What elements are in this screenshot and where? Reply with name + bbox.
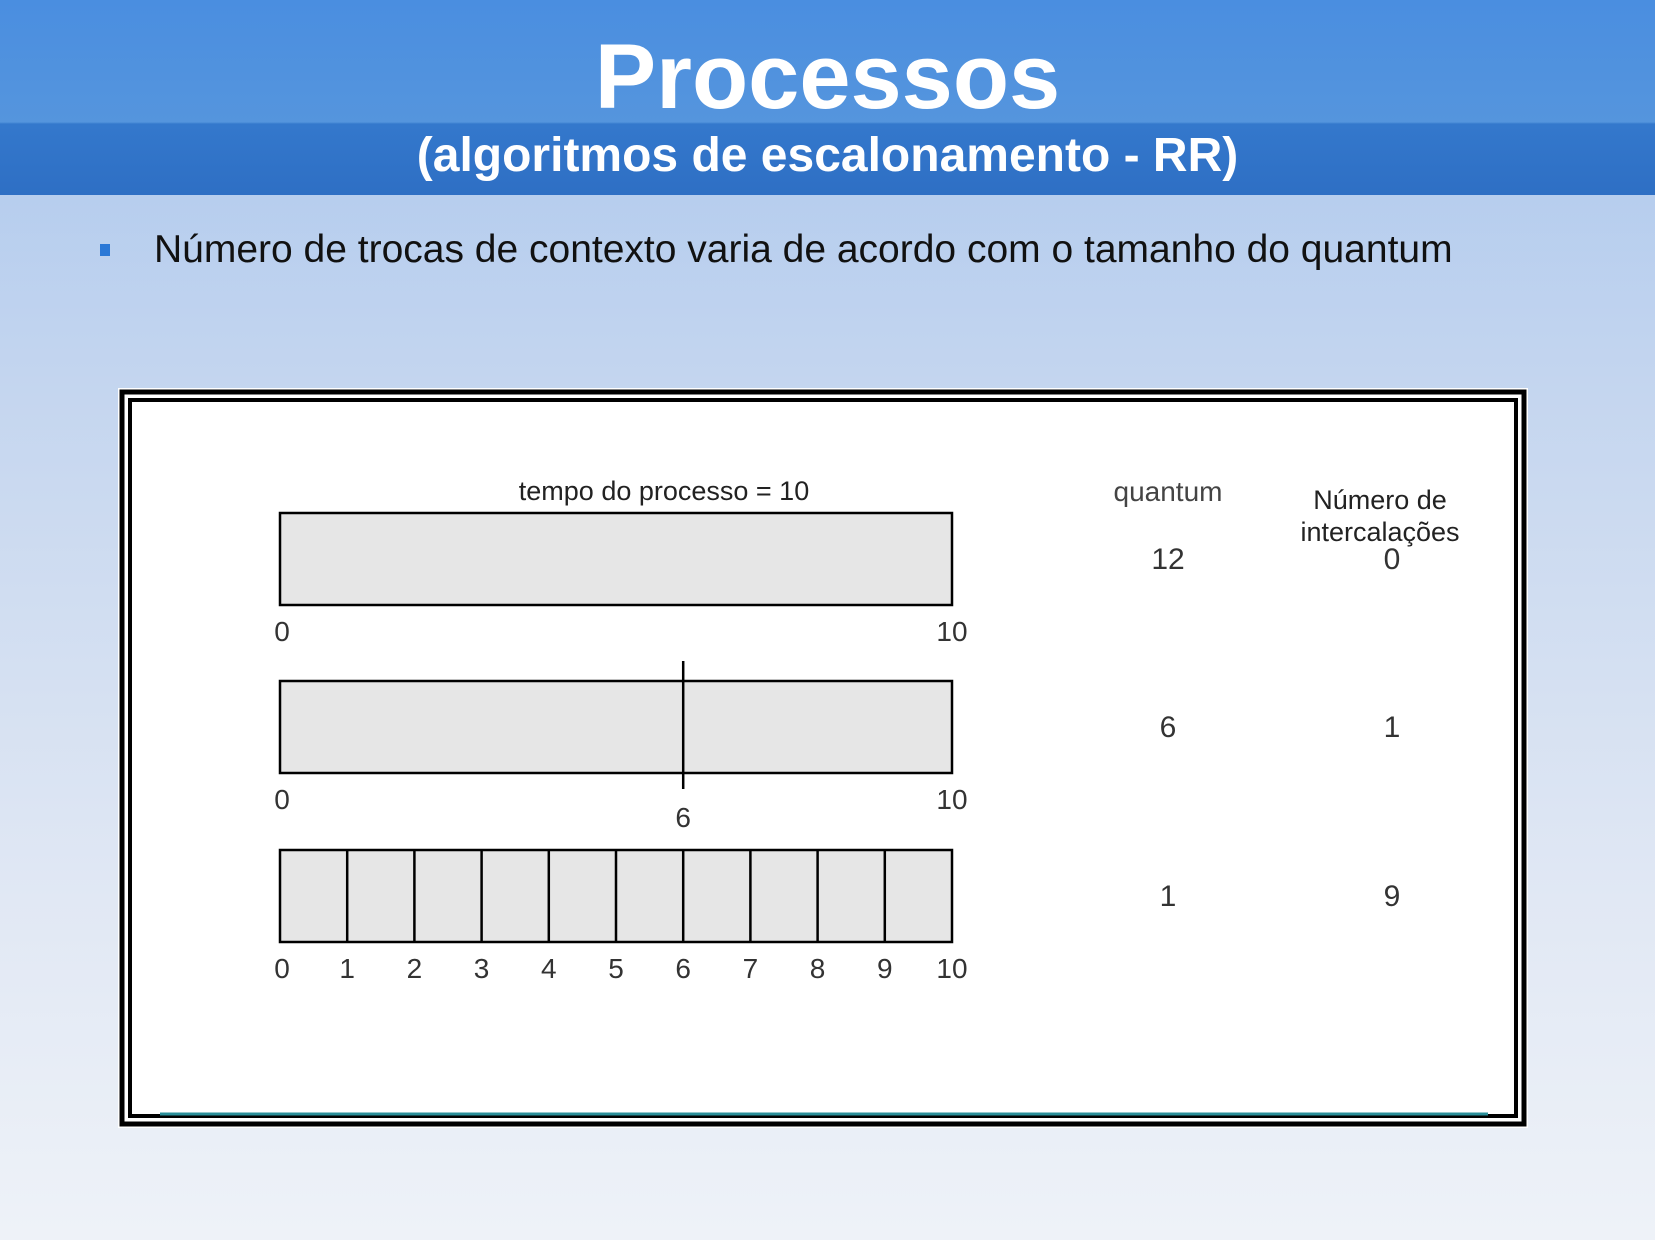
axis-tick-label: 9 <box>877 953 893 984</box>
bullet-item <box>100 224 1620 280</box>
round-robin-figure <box>118 388 1528 1128</box>
slide-title: Processos <box>594 26 1061 128</box>
axis-tick-label: 1 <box>339 953 355 984</box>
axis-tick-label: 5 <box>608 953 624 984</box>
switches-value: 9 <box>1383 880 1401 913</box>
axis-tick-label: 6 <box>675 802 691 833</box>
axis-tick-label: 10 <box>936 953 968 984</box>
axis-tick-label: 6 <box>675 953 691 984</box>
process-bar-row-0 <box>280 513 952 605</box>
axis-tick-label: 3 <box>473 953 490 984</box>
axis-tick-label: 7 <box>742 953 759 984</box>
quantum-header: quantum <box>1113 476 1223 507</box>
slide-header <box>0 0 1655 195</box>
axis-tick-label: 0 <box>274 616 290 647</box>
process-bar-row-1 <box>280 681 952 773</box>
switches-header-line1: Número de <box>1313 485 1447 515</box>
switches-header-line2: intercalações <box>1300 517 1460 547</box>
quantum-value: 12 <box>1151 543 1185 576</box>
axis-tick-label: 10 <box>936 616 968 647</box>
slide-subtitle: (algoritmos de escalonamento - RR) <box>416 129 1239 182</box>
quantum-value: 6 <box>1159 711 1177 744</box>
figure-caption: tempo do processo = 10 <box>518 476 810 506</box>
axis-tick-label: 0 <box>274 953 290 984</box>
axis-tick-label: 2 <box>406 953 423 984</box>
axis-tick-label: 10 <box>936 784 968 815</box>
switches-value: 1 <box>1383 711 1401 744</box>
timeline-rows <box>274 513 1400 984</box>
round-robin-diagram <box>118 388 1528 1128</box>
axis-tick-label: 8 <box>809 953 826 984</box>
axis-tick-label: 4 <box>541 953 557 984</box>
bullet-text: Número de trocas de contexto varia de acordo com o tamanho do quantum <box>154 228 1453 271</box>
bullet-square-icon <box>100 244 110 256</box>
switches-value: 0 <box>1383 543 1401 576</box>
axis-tick-label: 0 <box>274 784 290 815</box>
quantum-value: 1 <box>1159 880 1177 913</box>
